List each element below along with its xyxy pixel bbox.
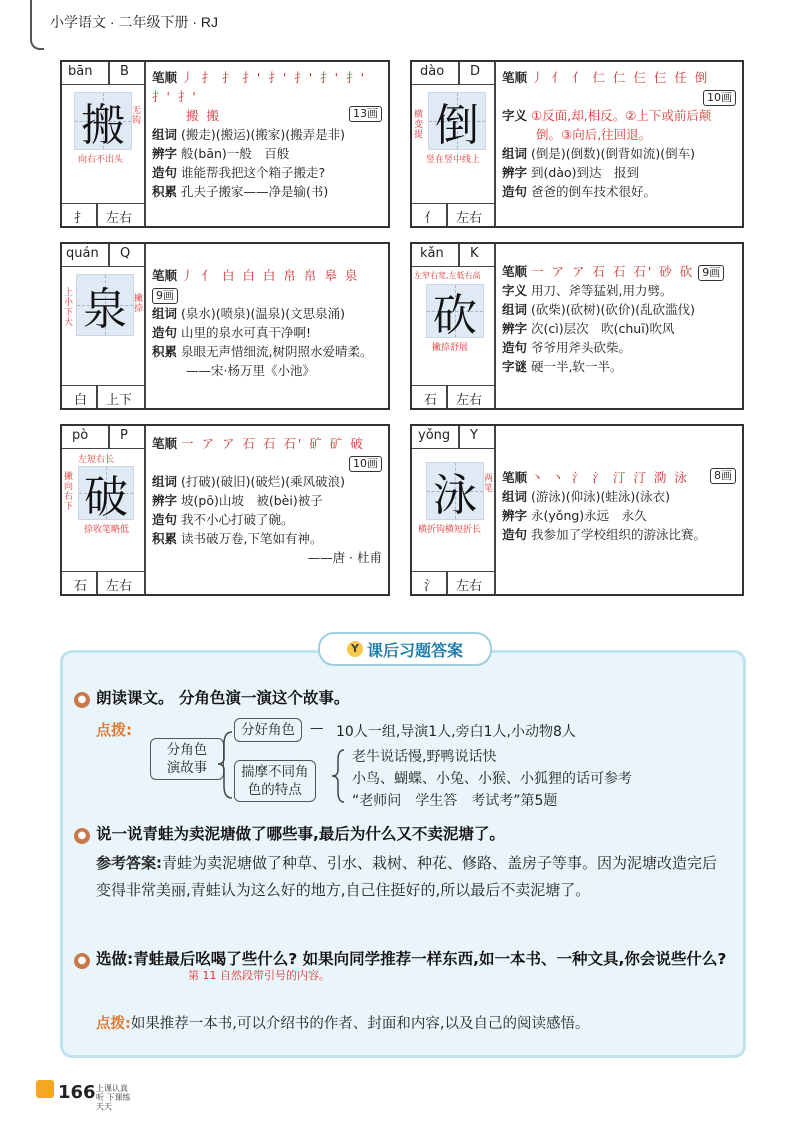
card-line: 造句 我不小心打破了碗。 bbox=[152, 512, 294, 527]
note-left: 横变提 bbox=[414, 110, 424, 140]
pinyin-row bbox=[412, 244, 494, 267]
question-icon: ● bbox=[74, 692, 90, 708]
card-content: 笔顺 丿 亻 亻 仁 仁 仨 仨 任 倒 10画 字义 ①反面,却,相反。②上下或前后颠倒。③向后,往回退。 组词 (倒是)(倒数)(倒背如流)(倒车) 辨字 到(dào)到达 报到 造句 爸爸的倒车技术很好。 bbox=[502, 68, 736, 201]
note-bottom: 向右不出头 bbox=[78, 155, 124, 165]
answers-title-text: 课后习题答案 bbox=[366, 640, 463, 660]
radical: 白 bbox=[74, 393, 88, 408]
char-card-kan bbox=[410, 242, 744, 410]
pinyin-row bbox=[412, 426, 494, 449]
diagram-branch-2: 揣摩不同角 色的特点 bbox=[234, 760, 316, 802]
pinyin: kǎn bbox=[420, 246, 444, 261]
diagram-branch-1: 分好角色 bbox=[234, 718, 302, 742]
pinyin-letter: B bbox=[120, 64, 129, 79]
card-line: 辨字 永(yǒng)永远 永久 bbox=[502, 508, 647, 523]
footer-slogan: 上课认真听 下课练天天 bbox=[96, 1084, 131, 1111]
stroke-count: 10画 bbox=[349, 456, 382, 472]
lightbulb-icon: Y bbox=[347, 641, 363, 657]
card-content: 笔顺 丿 亻 白 白 白 帛 帛 皋 泉 9画 组词 (泉水)(喷泉)(温泉)(文思泉涌) 造句 山里的泉水可真干净啊! 积累 泉眼无声惜细流,树阴照水爱晴柔。——宋·杨万里《小池》 bbox=[152, 266, 382, 380]
char-card-po bbox=[60, 424, 390, 596]
card-line: 字义 ①反面,却,相反。②上下或前后颠倒。③向后,往回退。 bbox=[502, 108, 712, 142]
char-card-dao bbox=[410, 60, 744, 228]
char-box: 搬 bbox=[74, 92, 132, 150]
card-line: 造句 我参加了学校组织的游泳比赛。 bbox=[502, 527, 707, 542]
stroke-order-2: 搬 搬 bbox=[186, 108, 221, 123]
card-line: 积累 泉眼无声惜细流,树阴照水爱晴柔。——宋·杨万里《小池》 bbox=[152, 344, 373, 378]
stroke-order: 一 ア ア 石 石 石' 砂 砍 bbox=[531, 264, 695, 279]
star-icon bbox=[36, 1080, 54, 1098]
card-line: 辨字 般(bān)一般 百般 bbox=[152, 146, 290, 161]
note-bottom: 横折钩横短折长 bbox=[418, 525, 482, 535]
note-bottom: 捺收笔略低 bbox=[84, 525, 130, 535]
question-icon: ● bbox=[74, 828, 90, 844]
pinyin: bān bbox=[68, 64, 93, 79]
stroke-count: 9画 bbox=[698, 265, 724, 281]
hint-3: 点拨:如果推荐一本书,可以介绍书的作者、封面和内容,以及自己的阅读感悟。 bbox=[96, 1016, 590, 1032]
card-line: 辨字 坡(pō)山坡 被(bèi)被子 bbox=[152, 493, 323, 508]
page-number: 166 bbox=[58, 1082, 96, 1103]
stroke-order: 一 ア ア 石 石 石' 矿 矿 破 bbox=[181, 436, 365, 451]
pinyin-letter: D bbox=[470, 64, 481, 79]
char-card-yong bbox=[410, 424, 744, 596]
stroke-count: 10画 bbox=[703, 90, 736, 106]
structure-row bbox=[62, 203, 144, 226]
structure: 上下 bbox=[106, 393, 133, 408]
card-line: 组词 (游泳)(仰泳)(蛙泳)(泳衣) bbox=[502, 489, 671, 504]
pinyin-row bbox=[412, 62, 494, 85]
answers-title bbox=[318, 632, 492, 666]
structure: 左右 bbox=[456, 579, 483, 594]
card-line: 组词 (泉水)(喷泉)(温泉)(文思泉涌) bbox=[152, 306, 346, 321]
card-line: 造句 爸爸的倒车技术很好。 bbox=[502, 184, 657, 199]
note-bottom: 竖在竖中线上 bbox=[426, 155, 481, 165]
pinyin: dào bbox=[420, 64, 445, 79]
question-3-note: 第 11 自然段带引号的内容。 bbox=[188, 969, 330, 982]
pinyin: yǒng bbox=[418, 428, 451, 443]
card-content: 笔顺 一 ア ア 石 石 石' 砂 砍 9画 字义 用刀、斧等猛剁,用力劈。 组词 (砍柴)(砍树)(砍价)(乱砍滥伐) 辨字 次(cì)层次 吹(chuī)吹风 造句 爷爷用斧头砍柴。 字谜 硬一半,软一半。 bbox=[502, 262, 736, 376]
card-line: 组词 (搬走)(搬运)(搬家)(搬弄是非) bbox=[152, 127, 346, 142]
card-line: 造句 爷爷用斧头砍柴。 bbox=[502, 340, 632, 355]
note-left: 撇向右下 bbox=[64, 472, 74, 512]
question-3: ● 选做:青蛙最后吆喝了些什么? 如果向同学推荐一样东西,如一本书、一种文具,你会说些什么? bbox=[74, 940, 734, 978]
structure: 左右 bbox=[456, 393, 483, 408]
char-box: 倒 bbox=[428, 92, 486, 150]
char-card-ban bbox=[60, 60, 390, 228]
diagram-line: 老牛说话慢,野鸭说话快 bbox=[352, 749, 497, 765]
note-top: 左窄右宽,左低右高 bbox=[414, 271, 481, 280]
diagram-branch-2-list bbox=[352, 746, 632, 812]
pinyin-letter: Q bbox=[120, 246, 131, 261]
card-line: ——唐 · 杜甫 bbox=[307, 550, 382, 565]
structure: 左右 bbox=[456, 211, 483, 226]
note-top: 左短右长 bbox=[78, 455, 115, 465]
question-icon: ● bbox=[74, 953, 90, 969]
stroke-order: 丿 扌 扌 扌' 扌' 扌' 扌' 扌' 扌' 扌' bbox=[152, 70, 367, 104]
char-box: 砍 bbox=[426, 284, 484, 338]
card-content: 笔顺 丶 丶 氵 氵 汀 汀 泐 泳 8画 组词 (游泳)(仰泳)(蛙泳)(泳衣) 辨字 永(yǒng)永远 永久 造句 我参加了学校组织的游泳比赛。 bbox=[502, 468, 736, 544]
card-line: 字谜 硬一半,软一半。 bbox=[502, 359, 623, 374]
question-2: ● 说一说青蛙为卖泥塘做了哪些事,最后为什么又不卖泥塘了。 bbox=[74, 822, 505, 844]
structure-row bbox=[62, 571, 144, 594]
pinyin-row bbox=[62, 426, 144, 449]
pinyin-letter: K bbox=[470, 246, 479, 261]
card-line: 造句 山里的泉水可真干净啊! bbox=[152, 325, 312, 340]
diagram-dash: — bbox=[310, 720, 324, 736]
radical: 亻 bbox=[424, 211, 438, 226]
pinyin-row bbox=[62, 244, 144, 267]
pinyin: pò bbox=[72, 428, 89, 443]
card-line: 字义 用刀、斧等猛剁,用力劈。 bbox=[502, 283, 673, 298]
card-line: 组词 (倒是)(倒数)(倒背如流)(倒车) bbox=[502, 146, 696, 161]
structure-row bbox=[412, 385, 494, 408]
structure-row bbox=[62, 385, 144, 408]
corner-mark bbox=[30, 0, 44, 50]
card-line: 组词 (砍柴)(砍树)(砍价)(乱砍滥伐) bbox=[502, 302, 696, 317]
pinyin-row bbox=[62, 62, 144, 85]
card-content: 笔顺 一 ア ア 石 石 石' 矿 矿 破 10画 组词 (打破)(破旧)(破烂)(乘风破浪) 辨字 坡(pō)山坡 被(bèi)被子 造句 我不小心打破了碗。 积累 读书破万卷,下笔如有神。 ——唐 · 杜甫 bbox=[152, 436, 382, 565]
card-line: 造句 谁能帮我把这个箱子搬走? bbox=[152, 165, 326, 180]
card-line: 组词 (打破)(破旧)(破烂)(乘风破浪) bbox=[152, 474, 346, 489]
structure: 左右 bbox=[106, 211, 133, 226]
stroke-order: 丿 亻 白 白 白 帛 帛 皋 泉 bbox=[181, 268, 360, 283]
page-header: 小学语文 · 二年级下册 · RJ bbox=[50, 14, 218, 30]
pinyin-letter: P bbox=[120, 428, 128, 443]
diagram-branch-1-text: 10人一组,导演1人,旁白1人,小动物8人 bbox=[336, 724, 576, 740]
question-1: ● 朗读课文。 分角色演一演这个故事。 bbox=[74, 686, 349, 708]
char-box: 破 bbox=[78, 466, 134, 520]
pinyin: quán bbox=[66, 246, 99, 261]
pinyin-letter: Y bbox=[470, 428, 478, 443]
stroke-count: 13画 bbox=[349, 106, 382, 122]
radical: 扌 bbox=[74, 211, 88, 226]
hint-label: 点拨: bbox=[96, 721, 132, 739]
radical: 石 bbox=[424, 393, 438, 408]
diagram-line: 小鸟、蝴蝶、小兔、小猴、小狐狸的话可参考 bbox=[352, 771, 632, 787]
diagram-line: “老师问 学生答 考试考”第5题 bbox=[352, 793, 558, 809]
stroke-count: 9画 bbox=[152, 288, 178, 304]
card-line: 辨字 次(cì)层次 吹(chuī)吹风 bbox=[502, 321, 675, 336]
char-card-quan bbox=[60, 242, 390, 410]
reference-answer: 参考答案:青蛙为卖泥塘做了种草、引水、栽树、种花、修路、盖房子等事。因为泥塘改造完后变得非常美丽,青蛙认为这么好的地方,自己住挺好的,所以最后不卖泥塘了。 bbox=[96, 854, 718, 899]
stroke-order: 丶 丶 氵 氵 汀 汀 泐 泳 bbox=[531, 470, 689, 485]
diagram-center: 分角色 演故事 bbox=[150, 738, 224, 780]
structure-row bbox=[412, 203, 494, 226]
structure: 左右 bbox=[106, 579, 133, 594]
note-right: 两笔 bbox=[484, 474, 494, 494]
radical: 氵 bbox=[424, 579, 438, 594]
card-content: 笔顺 丿 扌 扌 扌' 扌' 扌' 扌' 扌' 扌' 扌' 搬 搬 13画 组词 (搬走)(搬运)(搬家)(搬弄是非) 辨字 般(bān)一般 百般 造句 谁能帮我把这个箱子搬走? 积累 孔夫子搬家——净是输(书) bbox=[152, 68, 382, 201]
note-right: 撇捺 bbox=[134, 294, 144, 314]
char-box: 泉 bbox=[76, 274, 134, 336]
note-bottom: 撇捺舒展 bbox=[432, 343, 469, 353]
card-line: 辨字 到(dào)到达 报到 bbox=[502, 165, 640, 180]
diagram-bracket-2 bbox=[330, 746, 350, 806]
card-line: 积累 孔夫子搬家——净是输(书) bbox=[152, 184, 329, 199]
structure-row bbox=[412, 571, 494, 594]
note-left: 上小下大 bbox=[64, 288, 74, 328]
stroke-count: 8画 bbox=[710, 468, 736, 484]
radical: 石 bbox=[74, 579, 88, 594]
note-right: 无钩 bbox=[132, 106, 142, 126]
char-box: 泳 bbox=[426, 462, 484, 520]
stroke-order: 丿 亻 亻 仁 仁 仨 仨 任 倒 bbox=[531, 70, 710, 85]
card-line: 积累 读书破万卷,下笔如有神。 bbox=[152, 531, 323, 546]
